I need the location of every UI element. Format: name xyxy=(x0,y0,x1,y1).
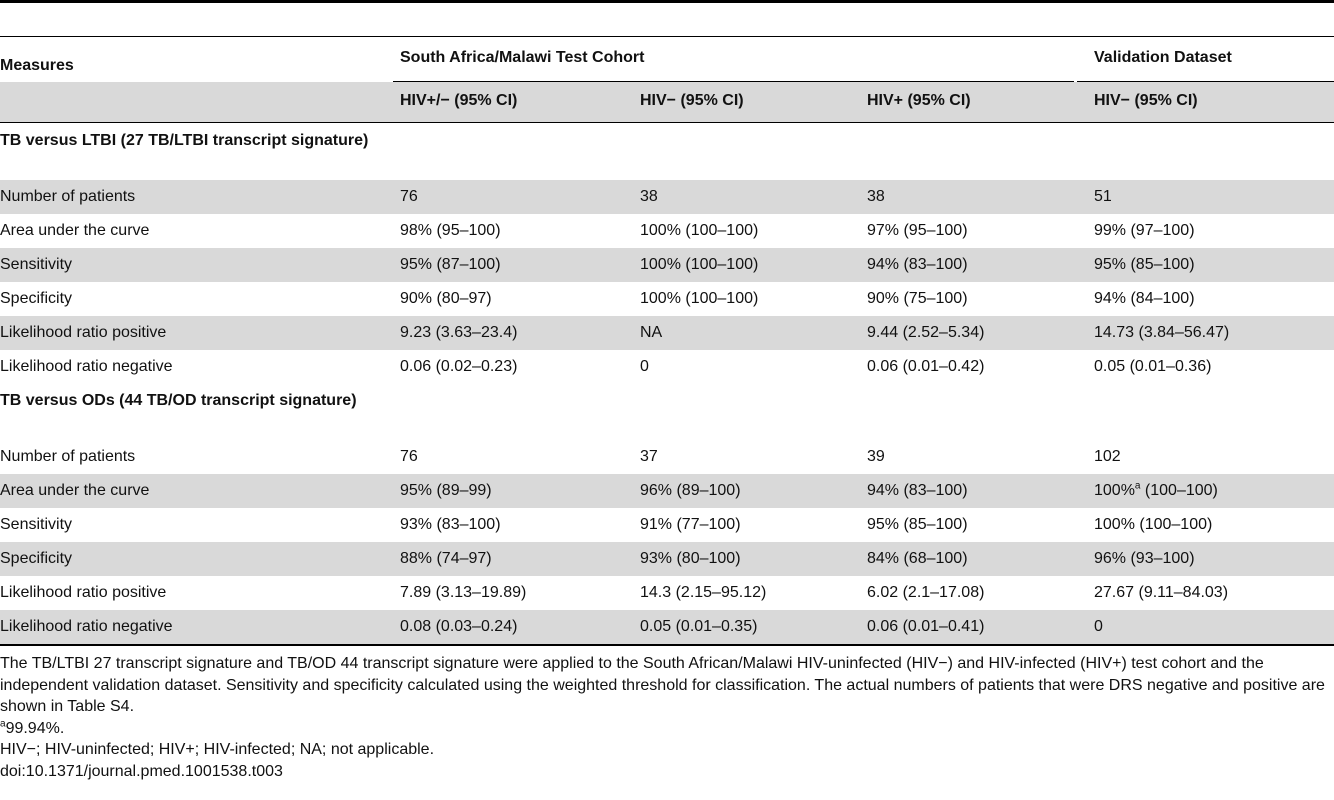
cell-hiv-neg: 0 xyxy=(640,358,649,375)
cell-hiv-neg: 91% (77–100) xyxy=(640,516,741,533)
cell-hiv-all: 90% (80–97) xyxy=(400,290,492,307)
table-row xyxy=(0,350,1334,384)
cell-hiv-pos: 6.02 (2.1–17.08) xyxy=(867,584,985,601)
cell-hiv-all: 76 xyxy=(400,188,418,205)
section-title-tb-vs-ltbi xyxy=(0,129,1334,180)
cell-hiv-all: 9.23 (3.63–23.4) xyxy=(400,324,518,341)
cell-hiv-all: 95% (89–99) xyxy=(400,482,492,499)
cell-hiv-pos: 84% (68–100) xyxy=(867,550,968,567)
row-label: Number of patients xyxy=(0,188,136,205)
table-row xyxy=(0,610,1334,644)
column-header-hiv-pos: HIV+ (95% CI) xyxy=(867,92,971,109)
cell-validation: 100% (100–100) xyxy=(1094,516,1213,533)
cell-hiv-all: 98% (95–100) xyxy=(400,222,501,239)
cell-hiv-pos: 94% (83–100) xyxy=(867,256,968,273)
footnote-marker: a xyxy=(1134,480,1141,492)
cell-hiv-pos: 0.06 (0.01–0.42) xyxy=(867,358,985,375)
footnote xyxy=(0,718,1334,740)
cell-validation: 99% (97–100) xyxy=(1094,222,1195,239)
cell-value-ci: (100–100) xyxy=(1140,482,1218,499)
footnote-marker: a xyxy=(0,718,6,730)
section-title: TB versus ODs (44 TB/OD transcript signature) xyxy=(0,392,357,409)
table-notes xyxy=(0,653,1334,782)
cell-validation: 96% (93–100) xyxy=(1094,550,1195,567)
header-group-validation: Validation Dataset xyxy=(1094,49,1232,66)
table-row xyxy=(0,440,1334,474)
cell-hiv-neg: 38 xyxy=(640,188,658,205)
table-row xyxy=(0,542,1334,576)
cell-hiv-all: 95% (87–100) xyxy=(400,256,501,273)
section-title-tb-vs-ods xyxy=(0,389,1334,440)
cell-validation: 94% (84–100) xyxy=(1094,290,1195,307)
abbreviations: HIV−; HIV-uninfected; HIV+; HIV-infected; NA; not applicable. xyxy=(0,741,435,758)
row-label: Area under the curve xyxy=(0,482,150,499)
cell-hiv-neg: 0.05 (0.01–0.35) xyxy=(640,618,758,635)
cell-hiv-pos: 39 xyxy=(867,448,885,465)
row-label: Specificity xyxy=(0,550,73,567)
table-row xyxy=(0,508,1334,542)
cell-validation: 102 xyxy=(1094,448,1121,465)
row-label: Sensitivity xyxy=(0,516,73,533)
cell-hiv-neg: 100% (100–100) xyxy=(640,256,759,273)
column-header-rule xyxy=(0,122,1334,123)
table-row xyxy=(0,576,1334,610)
header-rule xyxy=(0,36,1334,37)
row-label: Likelihood ratio negative xyxy=(0,618,173,635)
table-row xyxy=(0,214,1334,248)
cell-validation: 95% (85–100) xyxy=(1094,256,1195,273)
cell-validation: 51 xyxy=(1094,188,1112,205)
cell-validation: 0.05 (0.01–0.36) xyxy=(1094,358,1212,375)
row-label: Number of patients xyxy=(0,448,136,465)
column-header-hiv-neg: HIV− (95% CI) xyxy=(640,92,744,109)
cell-hiv-pos: 94% (83–100) xyxy=(867,482,968,499)
table-description: The TB/LTBI 27 transcript signature and TB/OD 44 transcript signature were applied to the South African/Malawi HIV-uninfected (HIV−) and HIV-infected (HIV+) test cohort and the independent validation dataset. Sensitivity and specificity calculated using the weighted threshold for classification. The actual numbers of patients that were DRS negative and positive are shown in Table S4. xyxy=(0,655,1325,715)
cell-hiv-pos: 9.44 (2.52–5.34) xyxy=(867,324,985,341)
cell-hiv-neg: 100% (100–100) xyxy=(640,290,759,307)
cell-hiv-all: 7.89 (3.13–19.89) xyxy=(400,584,527,601)
row-label: Likelihood ratio positive xyxy=(0,584,167,601)
row-label: Likelihood ratio positive xyxy=(0,324,167,341)
cell-validation: 14.73 (3.84–56.47) xyxy=(1094,324,1230,341)
table-top-rule xyxy=(0,0,1334,3)
column-header-row xyxy=(0,82,1334,122)
cell-hiv-neg: 93% (80–100) xyxy=(640,550,741,567)
table-row xyxy=(0,282,1334,316)
table-row xyxy=(0,474,1334,508)
section-title: TB versus LTBI (27 TB/LTBI transcript signature) xyxy=(0,132,369,149)
footnote-text: 99.94%. xyxy=(5,719,65,737)
row-label: Sensitivity xyxy=(0,256,73,273)
header-measures: Measures xyxy=(0,57,74,74)
cell-hiv-all: 93% (83–100) xyxy=(400,516,501,533)
table-row xyxy=(0,316,1334,350)
cell-hiv-all: 0.06 (0.02–0.23) xyxy=(400,358,518,375)
cell-hiv-pos: 90% (75–100) xyxy=(867,290,968,307)
column-header-hiv-all: HIV+/− (95% CI) xyxy=(400,92,518,109)
row-label: Area under the curve xyxy=(0,222,150,239)
cell-hiv-neg: 96% (89–100) xyxy=(640,482,741,499)
cell-hiv-pos: 38 xyxy=(867,188,885,205)
cell-hiv-pos: 97% (95–100) xyxy=(867,222,968,239)
cell-hiv-all: 76 xyxy=(400,448,418,465)
cell-hiv-pos: 0.06 (0.01–0.41) xyxy=(867,618,985,635)
cell-hiv-neg: 100% (100–100) xyxy=(640,222,759,239)
cell-validation: 0 xyxy=(1094,618,1103,635)
cell-hiv-all: 0.08 (0.03–0.24) xyxy=(400,618,518,635)
table-row xyxy=(0,180,1334,214)
cell-value: 100% xyxy=(1094,482,1135,499)
column-header-validation-hiv-neg: HIV− (95% CI) xyxy=(1094,92,1198,109)
table-row xyxy=(0,248,1334,282)
cell-hiv-neg: 37 xyxy=(640,448,658,465)
header-group-test-cohort: South Africa/Malawi Test Cohort xyxy=(400,49,645,66)
cell-hiv-neg: 14.3 (2.15–95.12) xyxy=(640,584,767,601)
cell-hiv-pos: 95% (85–100) xyxy=(867,516,968,533)
table-bottom-rule xyxy=(0,644,1334,646)
cell-validation: 27.67 (9.11–84.03) xyxy=(1094,584,1229,601)
cell-hiv-all: 88% (74–97) xyxy=(400,550,492,567)
doi: doi:10.1371/journal.pmed.1001538.t003 xyxy=(0,762,283,780)
row-label: Specificity xyxy=(0,290,73,307)
row-label: Likelihood ratio negative xyxy=(0,358,173,375)
cell-hiv-neg: NA xyxy=(640,324,663,341)
cell-validation xyxy=(1094,481,1218,501)
